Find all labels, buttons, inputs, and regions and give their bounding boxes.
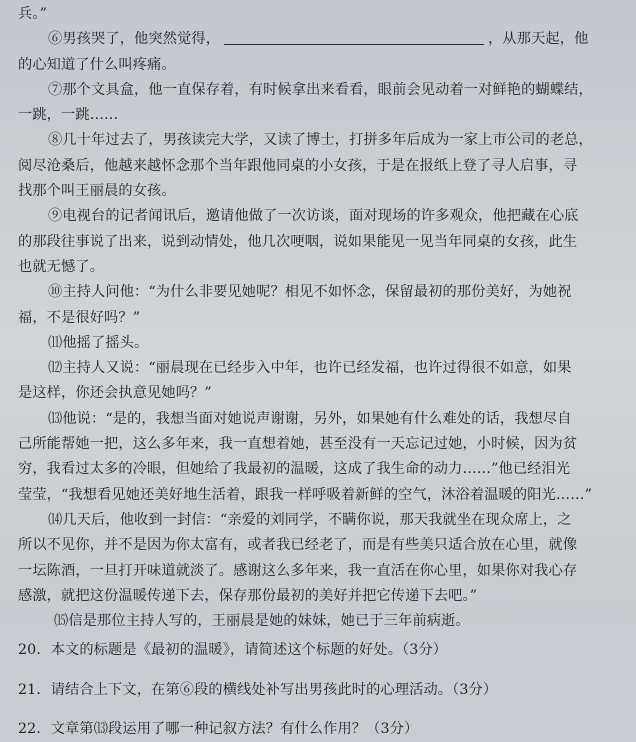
text-line: 一跳，一跳…… bbox=[18, 107, 119, 124]
text-line: 所以不见你，并不是因为你太富有，或者我已经老了，而是有些美只适合放在心里，就像 bbox=[18, 537, 578, 554]
text-line: 福，不是很好吗？” bbox=[18, 309, 141, 326]
text-line: ⑦那个文具盒，他一直保存着，有时候拿出来看看，眼前会见动着一对鲜艳的蝴蝶结， bbox=[48, 81, 593, 98]
text-line: 己所能帮她一把，这么多年来，我一直想着她，甚至没有一天忘记过她，小时候，因为贫 bbox=[18, 436, 578, 453]
text-line: ⑩主持人问他：“为什么非要见她呢？相见不如怀念，保留最初的那份美好，为她祝 bbox=[48, 284, 572, 301]
text-line: 的那段往事说了出来，说到动情处，他几次哽咽，说如果能见一见当年同桌的女孩，此生 bbox=[18, 233, 578, 250]
text-line: 是这样，你还会执意见她吗？” bbox=[18, 385, 212, 402]
text-line: 一坛陈酒，一旦打开味道就淡了。感谢这么多年来，我一直活在你心里，如果你对我心存 bbox=[18, 562, 578, 579]
paragraph-6-end: ，从那天起，他 bbox=[488, 31, 589, 48]
question-20: 20．本文的标题是《最初的温暖》，请简述这个标题的好处。（3分） bbox=[18, 642, 448, 659]
answer-blank[interactable] bbox=[224, 30, 484, 45]
text-line: 兵。” bbox=[18, 6, 47, 22]
text-line: 莹莹，“我想看见她还美好地生活着，跟我一样呼吸着新鲜的空气，沐浴着温暖的阳光……” bbox=[18, 486, 592, 503]
text-line: 找那个叫王丽晨的女孩。 bbox=[18, 183, 176, 200]
text-line: ⑨电视台的记者闻讯后，邀请他做了一次访谈，面对现场的许多观众，他把藏在心底 bbox=[48, 208, 579, 225]
text-line: ⒀他说：“是的，我想当面对她说声谢谢，另外，如果她有什么难处的话，我想尽自 bbox=[48, 410, 572, 427]
text-line: 的心知道了什么叫疼痛。 bbox=[18, 56, 176, 73]
text-line: ⑾他摇了摇头。 bbox=[48, 334, 149, 351]
question-22: 22．文章第⒀段运用了哪一种记叙方法？有什么作用？（3分） bbox=[18, 721, 419, 738]
text-line: 也就无憾了。 bbox=[18, 258, 105, 275]
text-line bbox=[18, 27, 620, 52]
text-line: ⒁几天后，他收到一封信：“亲爱的刘同学，不瞒你说，那天我就坐在现众席上，之 bbox=[48, 511, 572, 528]
text-line: 阅尽沧桑后，他越来越怀念那个当年跟他同桌的小女孩，于是在报纸上登了寻人启事，寻 bbox=[18, 157, 578, 174]
text-line: 感激，就把这份温暖传递下去，保存那份最初的美好并把它传递下去吧。” bbox=[18, 587, 478, 604]
paragraph-6-start: ⑥男孩哭了，他突然觉得， bbox=[48, 31, 221, 48]
question-21: 21．请结合上下文，在第⑥段的横线处补写出男孩此时的心理活动。（3分） bbox=[18, 681, 498, 698]
text-line: ⑿主持人又说：“丽晨现在已经步入中年，也许已经发福，也许过得很不如意，如果 bbox=[48, 360, 572, 377]
text-line: 穷，我看过太多的冷眼，但她给了我最初的温暖，这成了我生命的动力……”他已经泪光 bbox=[18, 461, 571, 478]
text-line: ⒂信是那位主持人写的，王丽晨是她的妹妹，她已于三年前病逝。 bbox=[54, 613, 470, 630]
text-line: ⑧几十年过去了，男孩读完大学，又读了博士，打拼多年后成为一家上市公司的老总， bbox=[48, 132, 593, 149]
